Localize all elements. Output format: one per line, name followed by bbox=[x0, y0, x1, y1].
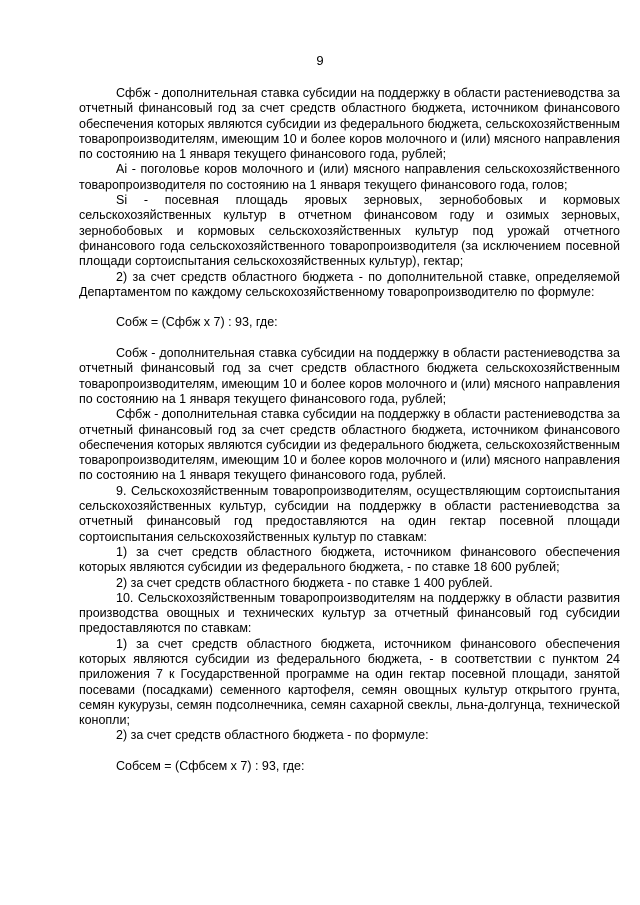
definition-ai: Ai - поголовье коров молочного и (или) мясного направления сельскохозяйственного товаропроизводителя по состоянию на 1 января текущего финансового года, голов; bbox=[79, 162, 620, 192]
definition-sfbzh: Сфбж - дополнительная ставка субсидии на поддержку в области растениеводства за отчетный финансовый год за счет средств областного бюджета, источником финансового обеспечения которых являются субсидии из федерального бюджета, сельскохозяйственным товаропроизводителям, имеющим 10 и более коров молочного и (или) мясного направления по состоянию на 1 января текущего финансового года, рублей; bbox=[79, 86, 620, 162]
clause-10-item-1: 1) за счет средств областного бюджета, источником финансового обеспечения которых являются субсидии из федерального бюджета, - в соответствии с пунктом 24 приложения 7 к Государственной программе на один гектар посевной площади, занятой посевами (посадками) семенного картофеля, семян овощных культур открытого грунта, семян кукурузы, семян подсолнечника, семян сахарной свеклы, льна-долгунца, технической конопли; bbox=[79, 636, 620, 728]
clause-9-item-2: 2) за счет средств областного бюджета - по ставке 1 400 рублей. bbox=[116, 575, 493, 590]
clause-9-item-1: 1) за счет средств областного бюджета, источником финансового обеспечения которых являются субсидии из федерального бюджета, - по ставке 18 600 рублей; bbox=[79, 544, 620, 575]
clause-10: 10. Сельскохозяйственным товаропроизводителям на поддержку в области развития производства овощных и технических культур за отчетный финансовый год субсидии предоставляются по ставкам: bbox=[79, 590, 620, 636]
paragraph-item-2-regional-budget: 2) за счет средств областного бюджета - по дополнительной ставке, определяемой Департаментом по каждому сельскохозяйственному товаропроизводителю по формуле: bbox=[79, 269, 620, 299]
definition-sobzh: Собж - дополнительная ставка субсидии на поддержку в области растениеводства за отчетный финансовый год за счет средств областного бюджета сельскохозяйственным товаропроизводителям, имеющим 10 и более коров молочного и (или) мясного направления по состоянию на 1 января текущего финансового года, рублей; bbox=[79, 346, 620, 406]
page-number: 9 bbox=[316, 53, 324, 68]
definition-sfbzh-repeat: Сфбж - дополнительная ставка субсидии на поддержку в области растениеводства за отчетный финансовый год за счет средств областного бюджета, источником финансового обеспечения которых являются субсидии из федерального бюджета, сельскохозяйственным товаропроизводителям, имеющим 10 и более коров молочного и (или) мясного направления по состоянию на 1 января текущего финансового года, рублей. bbox=[79, 407, 620, 483]
formula-sobzh: Собж = (Сфбж x 7) : 93, где: bbox=[116, 315, 278, 330]
clause-9: 9. Сельскохозяйственным товаропроизводителям, осуществляющим сортоиспытания сельскохозяйственных культур, субсидии на поддержку в области растениеводства за отчетный финансовый год предоставляются на один гектар посевной площади сортоиспытания сельскохозяйственных культур по ставкам: bbox=[79, 483, 620, 544]
definition-si: Si - посевная площадь яровых зерновых, зернобобовых и кормовых сельскохозяйственных культур в отчетном финансовом году и озимых зерновых, зернобобовых и кормовых сельскохозяйственных культур под урожай отчетного финансового года сельскохозяйственного товаропроизводителя (за исключением посевной площади сортоиспытания сельскохозяйственных культур), гектар; bbox=[79, 193, 620, 269]
document-body bbox=[79, 86, 620, 790]
clause-10-item-2: 2) за счет средств областного бюджета - по формуле: bbox=[116, 728, 429, 743]
formula-sobsem: Собсем = (Сфбсем x 7) : 93, где: bbox=[116, 759, 305, 774]
